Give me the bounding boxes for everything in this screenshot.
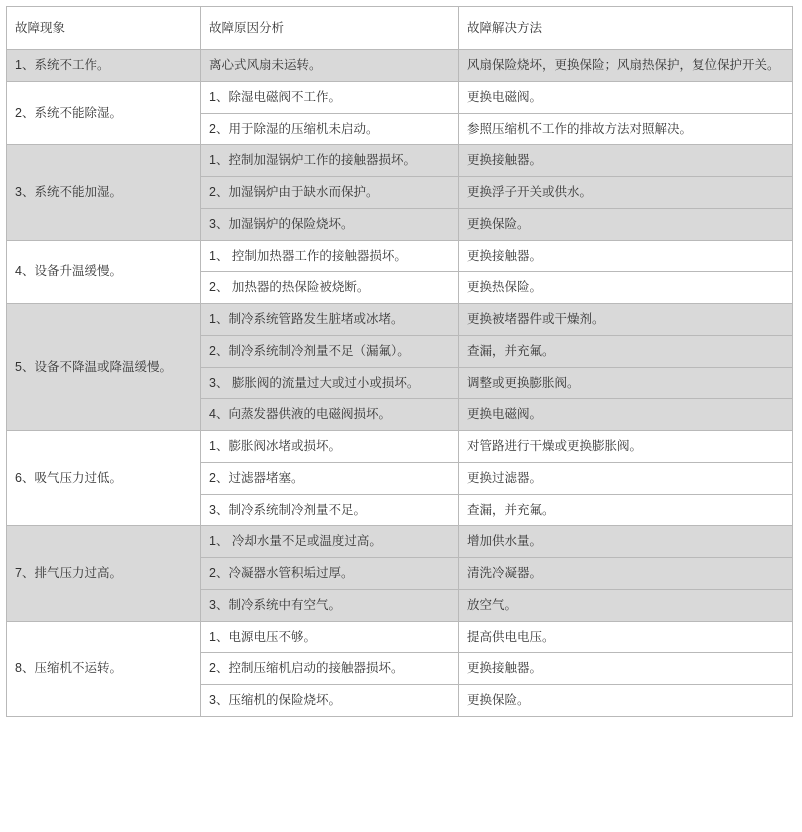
column-header-cause: 故障原因分析 [201,7,459,50]
cell-symptom: 6、吸气压力过低。 [7,431,201,526]
cell-cause: 2、用于除湿的压缩机未启动。 [201,113,459,145]
cell-symptom: 7、排气压力过高。 [7,526,201,621]
cell-solution: 更换接触器。 [459,145,793,177]
cell-cause: 2、制冷系统制冷剂量不足（漏氟）。 [201,335,459,367]
cell-solution: 风扇保险烧坏，更换保险；风扇热保护，复位保护开关。 [459,50,793,82]
table-row [7,431,793,463]
cell-solution: 更换电磁阀。 [459,81,793,113]
cell-cause: 3、 膨胀阀的流量过大或过小或损坏。 [201,367,459,399]
cell-solution: 放空气。 [459,589,793,621]
cell-solution: 更换保险。 [459,208,793,240]
cell-solution: 提高供电电压。 [459,621,793,653]
cell-cause: 4、向蒸发器供液的电磁阀损坏。 [201,399,459,431]
cell-cause: 3、制冷系统制冷剂量不足。 [201,494,459,526]
cell-cause: 1、 控制加热器工作的接触器损坏。 [201,240,459,272]
cell-solution: 查漏，并充氟。 [459,494,793,526]
cell-cause: 1、电源电压不够。 [201,621,459,653]
cell-cause: 1、除湿电磁阀不工作。 [201,81,459,113]
cell-cause: 2、控制压缩机启动的接触器损坏。 [201,653,459,685]
table-row [7,304,793,336]
cell-symptom: 3、系统不能加湿。 [7,145,201,240]
table-row [7,240,793,272]
cell-solution: 更换被堵器件或干燥剂。 [459,304,793,336]
cell-cause: 2、过滤器堵塞。 [201,462,459,494]
cell-cause: 1、 冷却水量不足或温度过高。 [201,526,459,558]
cell-symptom: 4、设备升温缓慢。 [7,240,201,304]
table-row [7,621,793,653]
table-header-row [7,7,793,50]
cell-solution: 查漏，并充氟。 [459,335,793,367]
cell-cause: 1、膨胀阀冰堵或损坏。 [201,431,459,463]
table-header [7,7,793,50]
cell-solution: 参照压缩机不工作的排故方法对照解决。 [459,113,793,145]
cell-solution: 对管路进行干燥或更换膨胀阀。 [459,431,793,463]
cell-cause: 2、加湿锅炉由于缺水而保护。 [201,177,459,209]
cell-solution: 更换热保险。 [459,272,793,304]
cell-solution: 更换保险。 [459,685,793,717]
cell-cause: 3、制冷系统中有空气。 [201,589,459,621]
table-row [7,145,793,177]
cell-solution: 更换接触器。 [459,240,793,272]
cell-cause: 2、冷凝器水管积垢过厚。 [201,558,459,590]
cell-solution: 更换浮子开关或供水。 [459,177,793,209]
cell-solution: 清洗冷凝器。 [459,558,793,590]
fault-troubleshooting-table [6,6,793,717]
table-body [7,50,793,717]
cell-symptom: 2、系统不能除湿。 [7,81,201,145]
cell-solution: 调整或更换膨胀阀。 [459,367,793,399]
cell-solution: 更换过滤器。 [459,462,793,494]
cell-solution: 更换电磁阀。 [459,399,793,431]
cell-cause: 1、制冷系统管路发生脏堵或冰堵。 [201,304,459,336]
cell-cause: 2、 加热器的热保险被烧断。 [201,272,459,304]
column-header-symptom: 故障现象 [7,7,201,50]
cell-cause: 3、压缩机的保险烧坏。 [201,685,459,717]
table-row [7,81,793,113]
cell-symptom: 5、设备不降温或降温缓慢。 [7,304,201,431]
table-row [7,50,793,82]
column-header-solution: 故障解决方法 [459,7,793,50]
cell-cause: 1、控制加湿锅炉工作的接触器损坏。 [201,145,459,177]
cell-symptom: 1、系统不工作。 [7,50,201,82]
cell-symptom: 8、压缩机不运转。 [7,621,201,716]
cell-solution: 更换接触器。 [459,653,793,685]
cell-solution: 增加供水量。 [459,526,793,558]
table-row [7,526,793,558]
cell-cause: 离心式风扇未运转。 [201,50,459,82]
cell-cause: 3、加湿锅炉的保险烧坏。 [201,208,459,240]
